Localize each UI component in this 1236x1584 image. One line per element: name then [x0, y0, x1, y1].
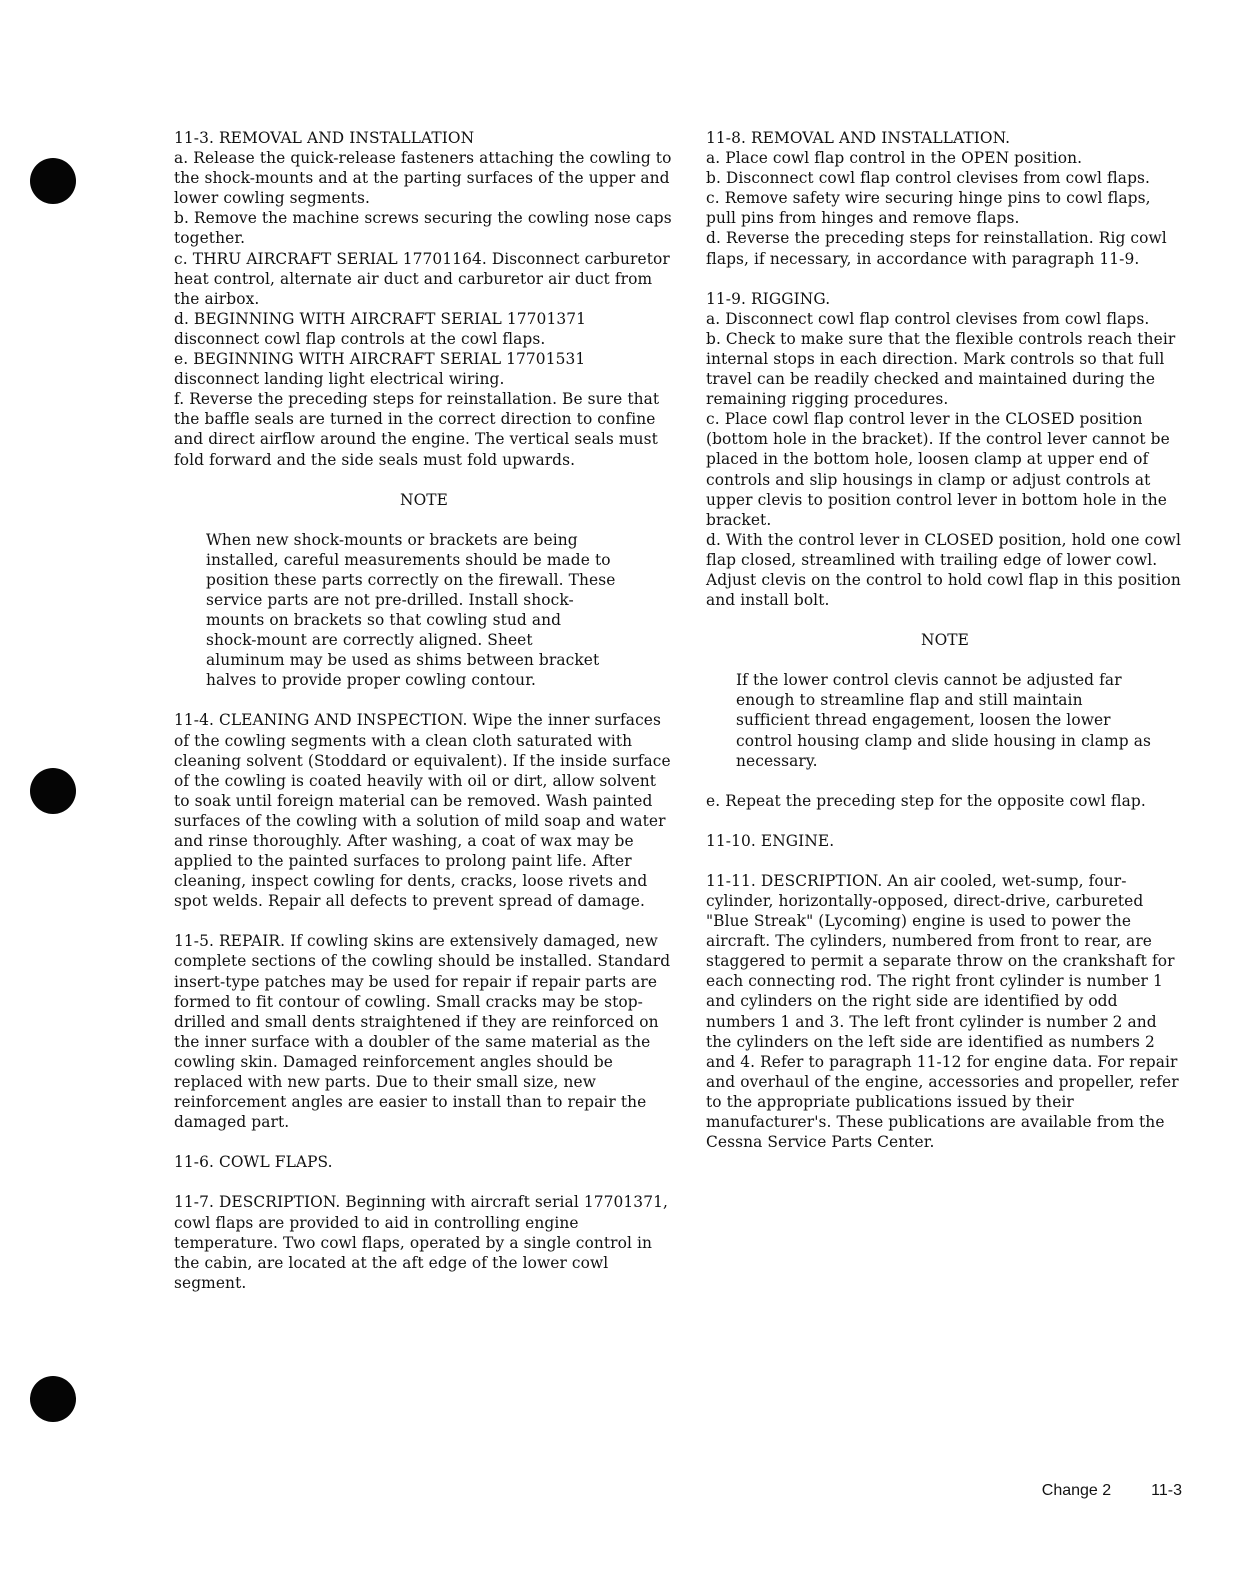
step-11-3-a: a. Release the quick-release fasteners attaching the cowling to the shock-mounts and at the parting surfaces of the upper and lower cowling segments. — [174, 149, 672, 208]
step-11-3-f: f. Reverse the preceding steps for reinstallation. Be sure that the baffle seals are turned in the correct direction to confine and direct airflow around the engine. The vertical seals must fold forward and the side seals must fold upwards. — [174, 390, 660, 469]
binder-hole-middle — [30, 768, 76, 814]
section-11-5-repair: 11-5. REPAIR. If cowling skins are extensively damaged, new complete sections of the cowling should be installed. Standard insert-type patches may be used for repair if repair parts are formed to fit contour of cowling. Small cracks may be stop-drilled and small dents straightened if they are reinforced on the inner surface with a doubler of the same material as the cowling skin. Damaged reinforcement angles should be replaced with new parts. Due to their small size, new reinforcement angles are easier to install than to repair the damaged part. — [174, 932, 671, 1132]
step-11-8-b: b. Disconnect cowl flap control clevises from cowl flaps. — [706, 169, 1151, 188]
step-11-3-d: d. BEGINNING WITH AIRCRAFT SERIAL 17701371 disconnect cowl flap controls at the cowl flaps. — [174, 309, 587, 348]
left-column — [174, 128, 674, 1293]
step-11-9-e: e. Repeat the preceding step for the opposite cowl flap. — [706, 791, 1146, 810]
note-body: When new shock-mounts or brackets are being installed, careful measurements should be made to position these parts correctly on the firewall. These service parts are not pre-drilled. Install shock-mounts on brackets so that cowling stud and shock-mount are correctly aligned. Sheet aluminum may be used as shims between bracket halves to provide proper cowling contour. — [206, 530, 616, 690]
section-heading-11-3: 11-3. REMOVAL AND INSTALLATION — [174, 129, 475, 147]
step-11-3-c: c. THRU AIRCRAFT SERIAL 17701164. Disconnect carburetor heat control, alternate air duct and carburetor air duct from the airbox. — [174, 249, 670, 308]
step-11-9-d: d. With the control lever in CLOSED position, hold one cowl flap closed, streamlined with trailing edge of lower cowl. Adjust clevis on the control to hold cowl flap in this position and install bolt. — [706, 530, 1181, 610]
binder-hole-top — [30, 158, 76, 204]
section-11-4-cleaning: 11-4. CLEANING AND INSPECTION. Wipe the inner surfaces of the cowling segments with a clean cloth saturated with cleaning solvent (Stoddard or equivalent). If the inside surface of the cowling is coated heavily with oil or dirt, allow solvent to soak until foreign material can be removed. Wash painted surfaces of the cowling with a solution of mild soap and water and rinse thoroughly. After washing, a coat of wax may be applied to the painted surfaces to prolong paint life. After cleaning, inspect cowling for dents, cracks, loose rivets and spot welds. Repair all defects to prevent spread of damage. — [174, 711, 671, 911]
step-11-3-b: b. Remove the machine screws securing the cowling nose caps together. — [174, 209, 672, 248]
step-11-3-e: e. BEGINNING WITH AIRCRAFT SERIAL 17701531 disconnect landing light electrical wiring. — [174, 350, 586, 389]
page-number: 11-3 — [1151, 1482, 1182, 1499]
step-11-8-a: a. Place cowl flap control in the OPEN position. — [706, 149, 1083, 168]
section-heading-11-6: 11-6. COWL FLAPS. — [174, 1153, 333, 1172]
page-footer — [1042, 1482, 1182, 1500]
change-label: Change 2 — [1041, 1482, 1112, 1499]
note-title: NOTE — [400, 490, 448, 509]
step-11-8-d: d. Reverse the preceding steps for reinstallation. Rig cowl flaps, if necessary, in accordance with paragraph 11-9. — [706, 229, 1167, 268]
section-11-11-description: 11-11. DESCRIPTION. An air cooled, wet-sump, four-cylinder, horizontally-opposed, direct-drive, carbureted "Blue Streak" (Lycoming) engine is used to power the aircraft. The cylinders, numbered from front to rear, are staggered to permit a separate throw on the crankshaft for each connecting rod. The right front cylinder is number 1 and cylinders on the right side are identified by odd numbers 1 and 3. The left front cylinder is number 2 and the cylinders on the left side are identified as numbers 2 and 4. Refer to paragraph 11-12 for engine data. For repair and overhaul of the engine, accessories and propeller, refer to the appropriate publications issued by their manufacturer's. These publications are available from the Cessna Service Parts Center. — [706, 871, 1179, 1152]
right-column — [706, 128, 1184, 1152]
step-11-8-c: c. Remove safety wire securing hinge pins to cowl flaps, pull pins from hinges and remove flaps. — [706, 189, 1151, 228]
note-title: NOTE — [921, 631, 969, 650]
note-body: If the lower control clevis cannot be adjusted far enough to streamline flap and still maintain sufficient thread engagement, loosen the lower control housing clamp and slide housing in clamp as necessary. — [736, 671, 1151, 770]
step-11-9-c: c. Place cowl flap control lever in the CLOSED position (bottom hole in the bracket). If the control lever cannot be placed in the bottom hole, loosen clamp at upper end of controls and slip housings in clamp or adjust controls at upper clevis to position control lever in bottom hole in the bracket. — [706, 410, 1170, 529]
binder-hole-bottom — [30, 1376, 76, 1422]
step-11-9-b: b. Check to make sure that the flexible controls reach their internal stops in each direction. Mark controls so that full travel can be readily checked and maintained during the remaining rigging procedures. — [706, 329, 1176, 409]
section-11-7-description: 11-7. DESCRIPTION. Beginning with aircraft serial 17701371, cowl flaps are provided to aid in controlling engine temperature. Two cowl flaps, operated by a single control in the cabin, are located at the aft edge of the lower cowl segment. — [174, 1193, 668, 1292]
section-heading-11-9: 11-9. RIGGING. — [706, 289, 831, 308]
section-heading-11-10: 11-10. ENGINE. — [706, 831, 835, 850]
section-heading-11-8: 11-8. REMOVAL AND INSTALLATION. — [706, 129, 1011, 147]
step-11-9-a: a. Disconnect cowl flap control clevises from cowl flaps. — [706, 309, 1150, 328]
